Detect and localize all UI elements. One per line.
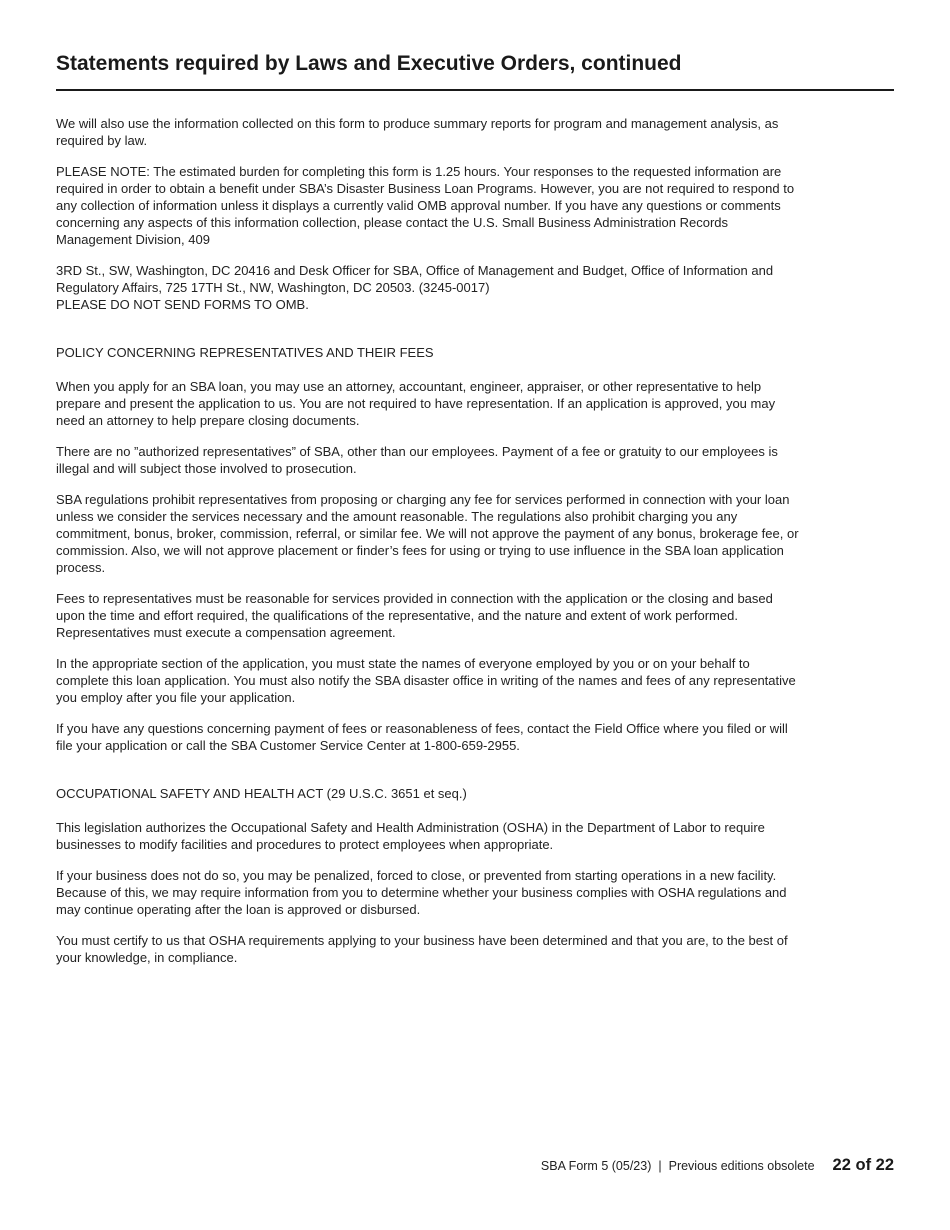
title-divider <box>56 89 894 91</box>
footer-separator: | <box>658 1159 662 1173</box>
page-title: Statements required by Laws and Executive Orders, continued <box>56 52 682 75</box>
address-text: 3RD St., SW, Washington, DC 20416 and Desk Officer for SBA, Office of Management and Budget, Office of Information and Regulatory Affairs, 725 17TH St., NW, Washington, DC 20503. (3245-0017) <box>56 263 774 295</box>
policy-paragraph-1: When you apply for an SBA loan, you may use an attorney, accountant, engineer, appraiser, or other representative to help prepare and present the application to us. You are not required to have representation. If an application is approved, you may need an attorney to help prepare closing documents. <box>56 379 776 428</box>
policy-paragraph-3: SBA regulations prohibit representatives from proposing or charging any fee for services performed in connection with your loan unless we consider the services necessary and the amount reasonable. The regulations also prohibit charging you any commitment, bonus, broker, commission, referral, or similar fee. We will not approve the payment of any bonus, brokerage fee, or commission. Also, we will not approve placement or finder’s fees for using or trying to use influence in the SBA loan application process. <box>56 492 799 575</box>
osha-paragraph-2: If your business does not do so, you may be penalized, forced to close, or prevented from starting operations in a new facility. Because of this, we may require information from you to determine whether your business complies with OSHA regulations and may continue operating after the loan is approved or disbursed. <box>56 868 787 917</box>
intro-paragraph-1: We will also use the information collected on this form to produce summary reports for program and management analysis, as required by law. <box>56 116 779 148</box>
editions-notice: Previous editions obsolete <box>668 1159 815 1173</box>
policy-paragraph-5: In the appropriate section of the application, you must state the names of everyone employed by you or on your behalf to complete this loan application. You must also notify the SBA disaster office in writing of the names and fees of any representative you employ after you file your application. <box>56 656 796 705</box>
policy-paragraph-4: Fees to representatives must be reasonable for services provided in connection with the application or the closing and based upon the time and effort required, the qualifications of the representative, and the nature and extent of work performed. Representatives must execute a compensation agreement. <box>56 591 773 640</box>
form-identifier: SBA Form 5 (05/23) <box>540 1159 652 1173</box>
document-body <box>56 115 801 980</box>
section-heading-osha: OCCUPATIONAL SAFETY AND HEALTH ACT (29 U.S.C. 3651 et seq.) <box>56 786 467 801</box>
intro-paragraph-2: PLEASE NOTE: The estimated burden for completing this form is 1.25 hours. Your responses to the requested information are required in order to obtain a benefit under SBA’s Disaster Business Loan Programs. However, you are not required to respond to any collection of information unless it displays a currently valid OMB approval number. If you have any questions or comments concerning any aspects of this information collection, please contact the U.S. Small Business Administration Records Management Division, 409 <box>56 164 795 247</box>
policy-paragraph-6: If you have any questions concerning payment of fees or reasonableness of fees, contact the Field Office where you filed or will file your application or call the SBA Customer Service Center at 1-800-659-2955. <box>56 721 788 753</box>
intro-paragraph-3 <box>56 262 801 313</box>
policy-paragraph-2: There are no ”authorized representatives” of SBA, other than our employees. Payment of a fee or gratuity to our employees is illegal and will subject those involved to prosecution. <box>56 444 778 476</box>
omb-notice: PLEASE DO NOT SEND FORMS TO OMB. <box>56 297 309 312</box>
page-footer <box>541 1156 894 1175</box>
section-heading-policy: POLICY CONCERNING REPRESENTATIVES AND THEIR FEES <box>56 345 434 360</box>
osha-paragraph-1: This legislation authorizes the Occupational Safety and Health Administration (OSHA) in the Department of Labor to require businesses to modify facilities and procedures to protect employees when appropriate. <box>56 820 765 852</box>
osha-paragraph-3: You must certify to us that OSHA requirements applying to your business have been determined and that you are, to the best of your knowledge, in compliance. <box>56 933 788 965</box>
page-number: 22 of 22 <box>832 1156 894 1174</box>
